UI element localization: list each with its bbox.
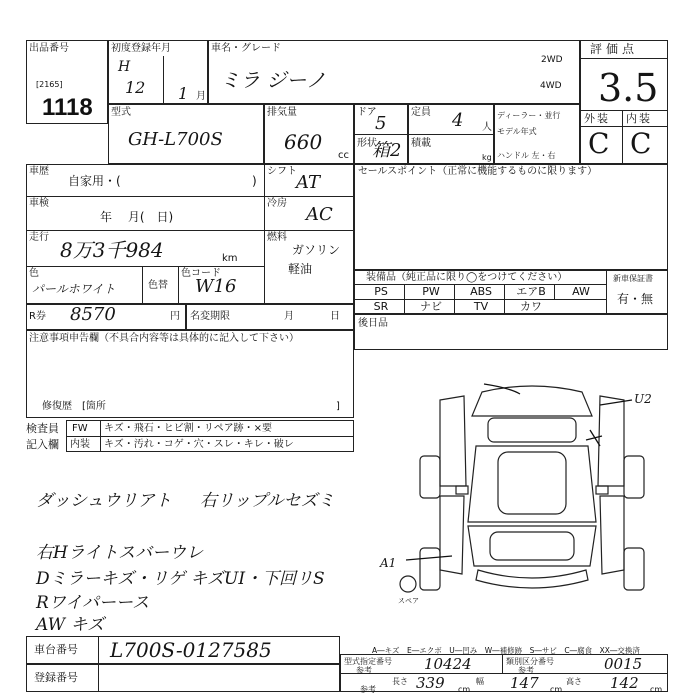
equipment-item: エアB — [516, 285, 546, 298]
inspection-label: 車検 — [29, 198, 49, 209]
km-unit: km — [222, 253, 238, 264]
repair-close: ] — [336, 401, 340, 412]
height-value: 142 — [610, 674, 639, 692]
inspector-label-2: 記入欄 — [26, 438, 59, 451]
equipment-item: TV — [473, 300, 489, 313]
displacement-label: 排気量 — [267, 107, 297, 118]
warranty-value: 有・無 — [617, 292, 654, 306]
fw-label: FW — [72, 423, 88, 434]
mark-u2: U2 — [634, 392, 652, 406]
dims-ref: 参考 — [360, 685, 376, 694]
color-change-label: 色替 — [148, 280, 168, 291]
exterior-label: 外装 — [584, 112, 610, 125]
height-label: 高さ — [566, 677, 582, 686]
capacity: 4 — [452, 110, 464, 131]
first-reg-label: 初度登録年月 — [111, 43, 171, 54]
comment-5: Rワイパーース — [36, 593, 150, 613]
color-code: W16 — [195, 276, 237, 297]
kg-unit: kg — [482, 153, 492, 162]
model-name: ミラ ジーノ — [220, 68, 326, 92]
dealer-label: ディーラー・並行 — [497, 111, 561, 120]
model-type-label: 型式 — [111, 107, 131, 118]
aftermarket-label: 後日品 — [358, 318, 388, 329]
ac-label: 冷房 — [267, 198, 287, 209]
comment-3: 右Hライトスバーウレ — [36, 543, 204, 563]
shift-label: シフト — [267, 166, 297, 177]
yen-unit: 円 — [170, 311, 180, 322]
lot-number-label: 出品番号 — [29, 43, 69, 54]
type-design-value: 10424 — [424, 655, 472, 673]
doors-label: ドア — [357, 107, 377, 118]
type-design-ref: 参考 — [356, 666, 372, 675]
body: 箱2 — [372, 140, 402, 161]
first-reg-month-unit: 月 — [196, 91, 206, 102]
equipment-item: PS — [374, 285, 388, 298]
first-reg-year: 12 — [125, 78, 146, 97]
score-value: 3.5 — [598, 66, 659, 110]
model-year-label: モデル年式 — [497, 127, 537, 136]
lot-code: [2165] — [36, 80, 63, 89]
mileage-label: 走行 — [29, 232, 49, 243]
class-ref: 参考 — [518, 666, 534, 675]
displacement: 660 — [284, 130, 323, 154]
shift: AT — [296, 172, 321, 193]
mileage: 8万3千984 — [60, 238, 164, 262]
name-change-label: 名変期限 — [190, 311, 230, 322]
equipment-item: ナビ — [420, 300, 442, 313]
lot-number: 1118 — [42, 94, 93, 121]
history-label: 車歴 — [29, 166, 49, 177]
equipment-item: PW — [422, 285, 440, 298]
length-unit: cm — [458, 685, 471, 694]
history-close: ) — [252, 174, 257, 188]
interior-row-label: 内装 — [70, 439, 90, 450]
comment-2: 右リップルセズミ — [200, 491, 335, 511]
height-unit: cm — [650, 685, 663, 694]
equipment-label: 装備品（純正品に限り◯をつけてください） — [366, 272, 568, 283]
width-label: 幅 — [476, 677, 484, 686]
inspector-label-1: 検査員 — [26, 422, 59, 435]
class-label: 類別区分番号 — [506, 657, 554, 666]
fuel-label: 燃料 — [267, 232, 287, 243]
equipment-item: ABS — [470, 285, 492, 298]
recycle-value: 8570 — [70, 304, 116, 325]
chassis-label: 車台番号 — [34, 643, 78, 656]
color-code-label: 色コード — [181, 268, 221, 279]
width-value: 147 — [510, 674, 539, 692]
chassis-number: L700S-0127585 — [110, 638, 272, 662]
cc-unit: cc — [338, 150, 349, 161]
name-change-month: 月 — [284, 311, 294, 322]
persons-unit: 人 — [482, 122, 492, 133]
fw-items: キズ・飛石・ヒビ割・リペア跡・×要 — [104, 423, 272, 434]
color-label: 色 — [29, 268, 39, 279]
exterior-grade: C — [588, 127, 610, 160]
length-value: 339 — [416, 674, 445, 692]
drive-4wd: 4WD — [540, 81, 562, 91]
capacity-label: 定員 — [411, 107, 431, 118]
warranty-label: 新車保証書 — [613, 274, 653, 283]
spare-label: スペア — [398, 597, 419, 605]
inspection-value: 年 月( 日) — [100, 210, 174, 224]
fuel-gas: ガソリン — [292, 243, 341, 257]
length-label: 長さ — [392, 677, 408, 686]
damage-legend: A―キズ E―エクボ U―凹み W―補修跡 S―サビ C―腐食 XX―交換済 — [372, 646, 640, 655]
interior-grade: C — [630, 127, 652, 160]
color-value: パールホワイト — [32, 282, 116, 296]
handle-label: ハンドル 左・右 — [497, 151, 556, 160]
repair-label: 修復歴 [箇所 — [42, 401, 106, 412]
interior-label: 内装 — [626, 112, 652, 125]
comment-6: AW キズ — [36, 615, 105, 635]
class-value: 0015 — [604, 655, 643, 673]
score-label: 評価点 — [590, 42, 639, 56]
history-value: 自家用・( — [68, 174, 121, 188]
load-label: 積載 — [411, 138, 431, 149]
equipment-item: カワ — [520, 300, 542, 313]
width-unit: cm — [550, 685, 563, 694]
model-type: GH-L700S — [128, 129, 223, 150]
doors: 5 — [375, 113, 387, 134]
comment-1: ダッシュウリアト — [36, 491, 172, 511]
mark-a1: A1 — [380, 556, 397, 570]
model-name-label: 車名・グレード — [211, 43, 281, 54]
interior-items: キズ・汚れ・コゲ・穴・スレ・キレ・破レ — [104, 439, 294, 450]
fuel-diesel: 軽油 — [288, 262, 313, 276]
comment-4: Dミラーキズ・リゲ キズUI・下回リS — [36, 569, 325, 589]
reg-label: 登録番号 — [34, 671, 78, 684]
recycle-label: R券 — [29, 311, 46, 322]
selling-point-label: セールスポイント（正常に機能するものに限ります） — [358, 166, 598, 177]
first-reg-era: H — [118, 59, 131, 75]
body-label: 形状 — [357, 138, 377, 149]
ac: AC — [306, 204, 333, 225]
notes-label: 注意事項申告欄（不具合内容等は具体的に記入して下さい） — [29, 333, 299, 344]
first-reg-month: 1 — [178, 84, 189, 103]
drive-2wd: 2WD — [541, 55, 563, 65]
car-outline — [400, 386, 644, 592]
type-design-label: 型式指定番号 — [344, 657, 392, 666]
equipment-item: AW — [572, 285, 590, 298]
name-change-day: 日 — [330, 311, 340, 322]
equipment-item: SR — [373, 300, 389, 313]
